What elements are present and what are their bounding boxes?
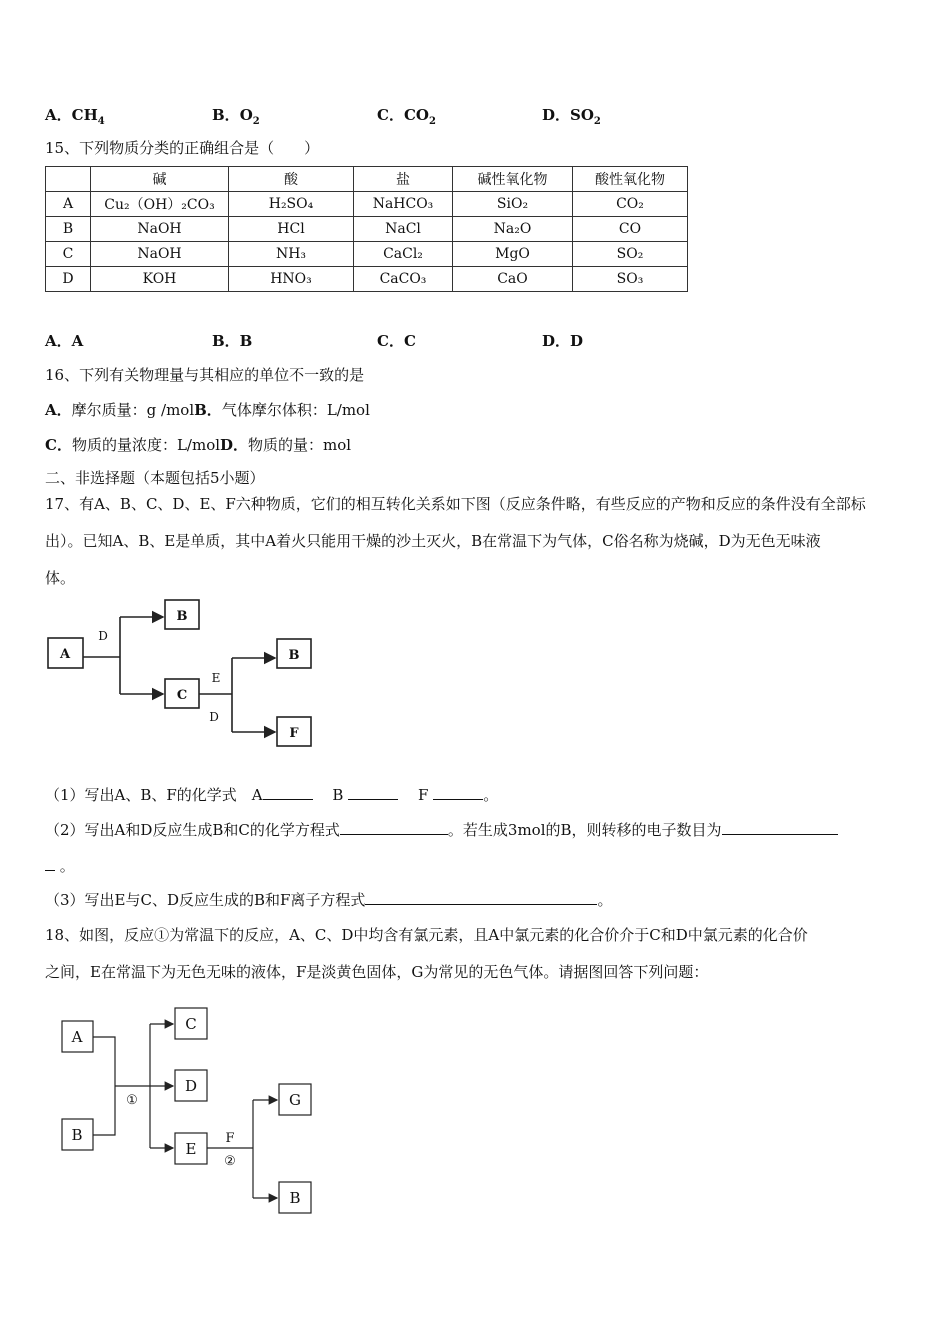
table-header-cell: 盐 [354,167,453,192]
answer-blank-electrons-cont[interactable] [45,856,55,871]
table-cell: HNO₃ [229,267,354,292]
q14-option-a[interactable]: A．$CH_4$ [45,106,105,127]
q15-option-d[interactable]: D．D [542,332,584,350]
q16-option-a-letter[interactable]: A． [45,401,72,419]
q17-stem-line-3: 体。 [45,569,76,587]
table-header-cell: 碱 [91,167,229,192]
table-row [46,267,688,292]
q16-option-a-text[interactable]: 摩尔质量：g /mol [71,401,195,419]
q17-reagent-d: D [98,629,108,643]
table-cell: MgO [453,242,573,267]
q16-options-row-2 [45,434,351,455]
q15-option-c[interactable]: C．C [377,332,416,350]
q18-branch-line [93,1024,150,1148]
q17-part-3: （3）写出E与C、D反应生成的B和F离子方程式 。 [45,891,613,909]
q18-label-b: B [71,1126,83,1144]
q17-part-2: （2）写出A和D反应生成B和C的化学方程式 。若生成3mol的B，则转移的电子数目为 [45,819,838,840]
q15-option-a[interactable]: A．A [45,332,84,350]
q18-label-d: D [184,1077,198,1095]
table-cell: SO₃ [573,267,688,292]
table-cell: D [46,267,91,292]
classification-table [45,166,688,292]
q18-reaction-2-marker: ② [224,1154,236,1169]
table-cell: C [46,242,91,267]
answer-blank-ionic-equation[interactable] [365,890,597,905]
table-cell: HCl [229,217,354,242]
table-header-cell: 酸 [229,167,354,192]
table-cell: NaOH [91,217,229,242]
q17-label-a: A [59,647,71,662]
q16-option-d-text[interactable]: 物质的量：mol [248,436,352,454]
q18-stem-line-2: 之间，E在常温下为无色无味的液体，F是淡黄色固体，G为常见的无色气体。请据图回答下列问题： [45,963,709,981]
table-cell: Na₂O [453,217,573,242]
q18-reagent-f: F [225,1131,235,1146]
q17-stem-line-1: 17、有A、B、C、D、E、F六种物质，它们的相互转化关系如下图（反应条件略，有些反应的产物和反应的条件没有全部标 [45,495,866,513]
answer-blank-b[interactable] [348,785,398,800]
q18-label-c: C [185,1015,197,1033]
table-cell: CaO [453,267,573,292]
section-heading: 二、非选择题（本题包括5小题） [45,469,265,487]
q14-option-c[interactable]: C．$CO_2$ [377,106,436,127]
answer-blank-a[interactable] [263,785,313,800]
q18-reaction-1-marker: ① [126,1093,138,1108]
table-cell: KOH [91,267,229,292]
q14-option-d[interactable]: D．$SO_2$ [542,106,601,127]
q17-reagent-e: E [211,671,221,685]
answer-blank-equation[interactable] [340,820,448,835]
q16-option-c-letter[interactable]: C． [45,436,72,454]
table-cell: NaCl [354,217,453,242]
q18-label-g: G [289,1091,301,1109]
q16-option-b-text[interactable]: 气体摩尔体积：L/mol [221,401,370,419]
table-cell: H₂SO₄ [229,192,354,217]
table-cell: NaHCO₃ [354,192,453,217]
q16-option-d-letter[interactable]: D． [220,436,249,454]
q18-label-e: E [185,1140,197,1158]
table-cell: CaCO₃ [354,267,453,292]
table-cell: Cu₂（OH）₂CO₃ [91,192,229,217]
q17-label-f: F [289,726,299,741]
table-cell: SiO₂ [453,192,573,217]
q18-label-b-2: B [289,1189,301,1207]
table-header-cell: 酸性氧化物 [573,167,688,192]
q17-reagent-d-2: D [209,710,219,724]
q18-label-a: A [71,1028,83,1046]
table-header-cell [46,167,91,192]
q17-label-c: C [176,688,188,703]
table-row [46,242,688,267]
q15-option-b[interactable]: B．B [212,332,253,350]
q17-label-b-top: B [176,609,188,624]
q17-part-1: （1）写出A、B、F的化学式 A B F 。 [45,786,499,804]
q14-option-b[interactable]: B．$O_2$ [212,106,260,127]
table-header-row [46,167,688,192]
table-row [46,192,688,217]
q17-part-2-end: 。 [45,855,75,876]
table-header-cell: 碱性氧化物 [453,167,573,192]
q16-option-c-text[interactable]: 物质的量浓度：L/mol [71,436,221,454]
table-cell: NH₃ [229,242,354,267]
q17-label-b-right: B [288,648,300,663]
q18-reaction-diagram [55,1000,325,1225]
table-cell: CO [573,217,688,242]
q15-stem: 15、下列物质分类的正确组合是（ ） [45,139,320,157]
q16-options-row-1 [45,399,370,420]
table-cell: NaOH [91,242,229,267]
table-cell: SO₂ [573,242,688,267]
table-cell: CO₂ [573,192,688,217]
q18-branch-line-2 [207,1100,253,1198]
answer-blank-electrons[interactable] [722,820,838,835]
q16-stem: 16、下列有关物理量与其相应的单位不一致的是 [45,366,365,384]
q17-reaction-diagram [40,590,330,755]
table-cell: A [46,192,91,217]
q16-option-b-letter[interactable]: B． [194,401,222,419]
answer-blank-f[interactable] [433,785,483,800]
table-cell: B [46,217,91,242]
table-cell: CaCl₂ [354,242,453,267]
q17-stem-line-2: 出）。已知A、B、E是单质，其中A着火只能用干燥的沙土灭火，B在常温下为气体，C俗名称为烧碱，D为无色无味液 [45,532,821,550]
q18-stem-line-1: 18、如图，反应①为常温下的反应，A、C、D中均含有氯元素，且A中氯元素的化合价介于C和D中氯元素的化合价 [45,926,808,944]
table-row [46,217,688,242]
